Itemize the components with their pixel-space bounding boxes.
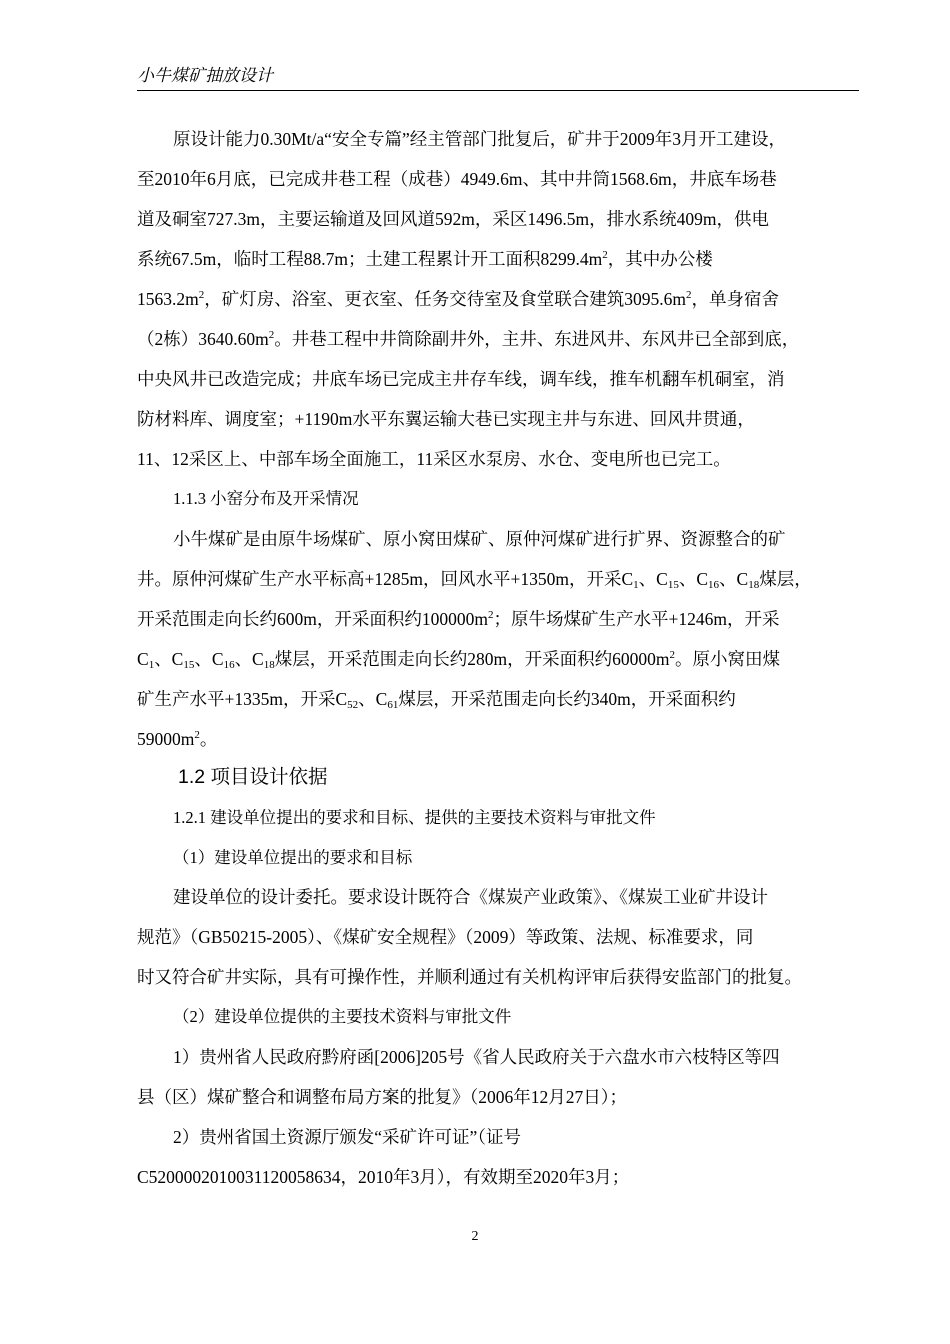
text-run: 、C xyxy=(719,569,749,589)
text-run: 开采范围走向长约600m，开采面积约100000m xyxy=(137,609,488,629)
text-run: 煤层，开采范围走向长约340m，开采面积约 xyxy=(398,689,736,709)
page-header xyxy=(137,64,859,91)
text-run: 系统67.5m，临时工程88.7m；土建工程累计开工面积8299.4m xyxy=(137,249,603,269)
superscript: 2 xyxy=(487,609,494,621)
superscript: 2 xyxy=(198,289,205,301)
text-run: ，单身宿舍 xyxy=(691,289,779,309)
text-run: 煤层， xyxy=(759,569,812,589)
text-run: ；原牛场煤矿生产水平+1246m，开采 xyxy=(493,609,780,629)
paragraph-line: 规范》（GB50215-2005）、《煤矿安全规程》（2009）等政策、法规、标准要求，同 xyxy=(137,927,754,947)
paragraph-line xyxy=(137,567,862,591)
text-run: ，其中办公楼 xyxy=(607,249,713,269)
text-run: 、C xyxy=(154,649,184,669)
superscript: 2 xyxy=(602,249,608,261)
list-item: 2）贵州省国土资源厅颁发“采矿许可证”（证号 xyxy=(173,1127,522,1147)
text-run: 59000m xyxy=(137,729,195,749)
section-heading-1-2: 1.2 项目设计依据 xyxy=(178,766,328,788)
paragraph-line xyxy=(137,727,862,751)
text-run: 矿生产水平+1335m，开采C xyxy=(137,689,348,709)
subscript: 18 xyxy=(263,659,275,671)
text-run: 1563.2m xyxy=(137,289,199,309)
text-run: 、C xyxy=(194,649,224,669)
subscript: 16 xyxy=(223,659,235,671)
subscript: 15 xyxy=(183,659,195,671)
text-run: 、C xyxy=(638,569,668,589)
paragraph-line: 中央风井已改造完成；井底车场已完成主井存车线，调车线，推车机翻车机硐室，消 xyxy=(137,369,785,389)
list-item-continuation: C5200002010031120058634，2010年3月），有效期至2020年3月； xyxy=(137,1167,630,1187)
text-run: （2栋）3640.60m xyxy=(137,329,269,349)
text-run: 煤层，开采范围走向长约280m，开采面积约60000m xyxy=(274,649,670,669)
text-run: 井。原仲河煤矿生产水平标高+1285m，回风水平+1350m，开采C xyxy=(137,569,634,589)
paragraph-line: 防材料库、调度室；+1190m水平东翼运输大巷已实现主井与东进、回风井贯通， xyxy=(137,409,755,429)
paragraph-line: 至2010年6月底，已完成井巷工程（成巷）4949.6m、其中井筒1568.6m，井底车场巷 xyxy=(137,169,777,189)
subscript: 61 xyxy=(387,699,399,711)
section-heading-1-1-3: 1.1.3 小窑分布及开采情况 xyxy=(173,489,359,508)
superscript: 2 xyxy=(686,289,692,301)
section-heading-1-2-1: 1.2.1 建设单位提出的要求和目标、提供的主要技术资料与审批文件 xyxy=(173,808,656,827)
subscript: 52 xyxy=(347,699,359,711)
subscript: 18 xyxy=(748,579,760,591)
paragraph-line: 原设计能力0.30Mt/a“安全专篇”经主管部门批复后，矿井于2009年3月开工建设， xyxy=(173,129,786,149)
page-number: 2 xyxy=(471,1229,479,1244)
paragraph-line xyxy=(137,327,862,351)
text-run: ，矿灯房、浴室、更衣室、任务交待室及食堂联合建筑3095.6m xyxy=(204,289,686,309)
superscript: 2 xyxy=(669,649,675,661)
text-run: 、C xyxy=(678,569,709,589)
item-heading-1: （1）建设单位提出的要求和目标 xyxy=(173,848,413,867)
text-run: 。 xyxy=(199,729,218,749)
paragraph-line: 11、12采区上、中部车场全面施工，11采区水泵房、水仓、变电所也已完工。 xyxy=(137,449,731,469)
paragraph-line: 时又符合矿井实际，具有可操作性，并顺利通过有关机构评审后获得安监部门的批复。 xyxy=(137,967,802,987)
item-heading-2: （2）建设单位提供的主要技术资料与审批文件 xyxy=(173,1007,512,1026)
paragraph-line: 小牛煤矿是由原牛场煤矿、原小窝田煤矿、原仲河煤矿进行扩界、资源整合的矿 xyxy=(173,529,786,549)
subscript: 15 xyxy=(667,579,679,591)
text-run: 。原小窝田煤 xyxy=(674,649,780,669)
text-run: 、C xyxy=(234,649,264,669)
subscript: 1 xyxy=(148,659,155,671)
text-run: C xyxy=(137,649,149,669)
list-item: 1）贵州省人民政府黔府函[2006]205号《省人民政府关于六盘水市六枝特区等四 xyxy=(173,1047,780,1067)
paragraph-line xyxy=(137,647,862,671)
superscript: 2 xyxy=(268,329,275,341)
text-run: 、C xyxy=(358,689,388,709)
paragraph-line xyxy=(137,247,862,271)
paragraph-line xyxy=(137,287,862,311)
text-run: 。井巷工程中井筒除副井外，主井、东进风井、东风井已全部到底， xyxy=(274,329,800,349)
subscript: 16 xyxy=(708,579,720,591)
paragraph-line: 建设单位的设计委托。要求设计既符合《煤炭产业政策》、《煤炭工业矿井设计 xyxy=(173,887,768,907)
superscript: 2 xyxy=(194,729,200,741)
paragraph-line: 道及硐室727.3m，主要运输道及回风道592m，采区1496.5m，排水系统409m，供电 xyxy=(137,209,769,229)
paragraph-line xyxy=(137,607,862,631)
paragraph-line xyxy=(137,687,862,711)
header-title: 小牛煤矿抽放设计 xyxy=(137,66,273,85)
list-item-continuation: 县（区）煤矿整合和调整布局方案的批复》（2006年12月27日）； xyxy=(137,1087,627,1107)
subscript: 1 xyxy=(633,579,639,591)
